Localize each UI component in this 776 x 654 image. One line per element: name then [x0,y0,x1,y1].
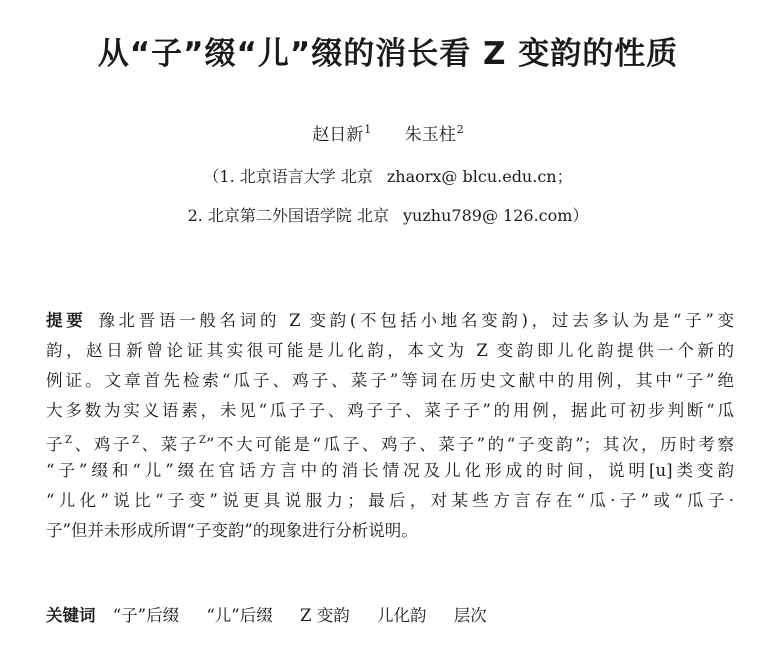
abstract-line-3: 例证。文章首先检索“瓜子、鸡子、菜子”等词在历史文献中的用例，其中“子”绝 [46,371,734,390]
affiliation-2-email: yuzhu789@ 126.com） [403,206,589,225]
abstract-line-4: 大多数为实义语素，未见“瓜子子、鸡子子、菜子子”的用例，据此可初步判断“瓜 [46,401,734,420]
affiliation-1-email: zhaorx@ blcu.edu.cn； [386,167,573,186]
abstract-line-7: “儿化”说比“子变”说更具说服力；最后，对某些方言存在“瓜·子”或“瓜子· [46,491,734,510]
keywords-label: 关键词 [46,606,96,625]
keyword-3: Z 变韵 [300,606,350,625]
z-superscript-1: Z [65,435,73,446]
abstract-line-5-part-3: 、菜子 [139,435,199,454]
affiliation-1-org: （1. 北京语言大学 北京 [203,167,373,186]
affiliation-2-org: 2. 北京第二外国语学院 北京 [187,206,390,225]
abstract-line-2: 韵，赵日新曾论证其实很可能是儿化韵，本文为 Z 变韵即儿化韵提供一个新的 [46,341,734,360]
z-superscript-2: Z [132,435,140,446]
z-superscript-3: Z [199,435,206,446]
abstract-line-6: “子”缀和“儿”缀在官话方言中的消长情况及儿化形成的时间，说明[u]类变韵 [46,461,734,480]
affiliation-2 [0,203,776,226]
author-1 [312,125,371,145]
abstract-label: 提要 [46,311,87,330]
author-2 [405,125,464,145]
keyword-2: “儿”后缀 [206,606,273,625]
keyword-1: “子”后缀 [112,606,180,625]
author-list [0,120,776,145]
abstract-line-5 [46,426,734,456]
abstract-line-8: 子”但并未形成所谓“子变韵”的现象进行分析说明。 [46,521,418,540]
abstract-line-1 [46,306,734,336]
paper-title: 从“子”缀“儿”缀的消长看 Z 变韵的性质 [97,36,679,72]
abstract-text-1: 豫北晋语一般名词的 Z 变韵(不包括小地名变韵)，过去多认为是“子”变 [98,311,734,330]
affiliation-1 [0,164,776,187]
abstract-line-5-part-4: ”不大可能是“瓜子、鸡子、菜子”的“子变韵”；其次，历时考察 [205,435,734,454]
abstract-line-5-part-2: 、鸡子 [72,435,133,454]
abstract [46,306,734,546]
author-1-name: 赵日新 [312,125,364,145]
keywords [46,601,746,631]
author-1-mark: 1 [364,123,372,136]
abstract-line-5-part-1: 子 [46,435,66,454]
keyword-5: 层次 [453,606,487,625]
author-2-mark: 2 [456,123,464,136]
author-2-name: 朱玉柱 [404,125,456,145]
keyword-4: 儿化韵 [376,606,427,625]
